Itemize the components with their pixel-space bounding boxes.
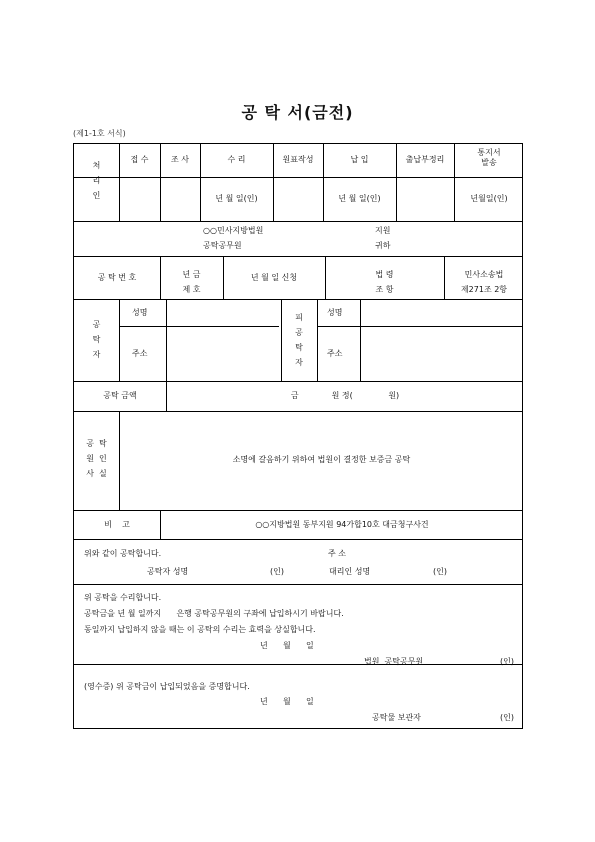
- amount-value: 금 원 정( 원): [290, 391, 400, 400]
- acceptance-line-1: 위 공탁을 수리합니다.: [84, 593, 162, 602]
- depositee-label: 피 공 탁 자: [295, 313, 303, 367]
- receipt-seal: (인): [500, 713, 514, 722]
- depositee-address-label: 주소: [327, 349, 343, 358]
- processor-label: 처 리 인: [92, 161, 101, 200]
- receipt-date-line: 년 월 일: [260, 697, 314, 706]
- payment-date: 년 월 일(인): [338, 194, 381, 203]
- acceptance-line-2: 공탁금을 년 월 일까지 은행 공탁공무원의 구좌에 납입하시기 바랍니다.: [84, 609, 344, 618]
- depositor-label: 공 탁 자: [92, 320, 101, 359]
- depositor-seal: (인): [270, 567, 284, 576]
- cause-text: 소명에 갈음하기 위하여 법원이 결정한 보증금 공탁: [232, 455, 411, 464]
- law-value: 민사소송법 제271조 2항: [460, 270, 508, 294]
- form-number: (제1-1호 서식): [73, 129, 126, 138]
- acceptance-date-line: 년 월 일: [260, 641, 314, 650]
- declaration-address-label: 주 소: [328, 549, 346, 558]
- header-acceptance: 수 리: [227, 155, 246, 164]
- remarks-label: 비 고: [104, 520, 130, 529]
- receipt-line-1: (영수증) 위 공탁금이 납입되었음을 증명합니다.: [84, 682, 250, 691]
- header-cashbook: 출납부정리: [405, 155, 445, 164]
- agent-signature-label: 대리인 성명: [329, 567, 371, 576]
- court-name: ○○민사지방법원: [203, 226, 264, 235]
- depositee-name-label: 성명: [327, 308, 343, 317]
- agent-seal: (인): [433, 567, 447, 576]
- acceptance-line-3: 동일까지 납입하지 않을 때는 이 공탁의 수리는 효력을 상실합니다.: [84, 625, 316, 634]
- remarks-text: ○○지방법원 동부지원 94가합10호 대금청구사건: [255, 520, 429, 529]
- amount-label: 공탁 금액: [103, 391, 137, 400]
- acceptance-official: 법원 공탁공무원: [364, 657, 424, 666]
- law-label: 법 령 조 항: [375, 270, 394, 294]
- depositor-name-label: 성명: [132, 308, 148, 317]
- depositor-address-label: 주소: [132, 349, 148, 358]
- deposit-form: [73, 143, 523, 729]
- custodian-label: 공탁물 보관자: [372, 713, 421, 722]
- cause-label: 공 탁 원 인 사 실: [86, 439, 107, 478]
- acceptance-seal: (인): [500, 657, 514, 666]
- header-receipt: 접 수: [130, 155, 149, 164]
- deposit-number-label: 공 탁 번 호: [97, 273, 137, 282]
- notice-date: 년월일(인): [470, 194, 508, 203]
- header-ledger: 원표작성: [282, 155, 314, 164]
- header-payment: 납 입: [350, 155, 369, 164]
- depositor-signature-label: 공탁자 성명: [147, 567, 189, 576]
- addressee-label: 귀하: [375, 241, 391, 250]
- acceptance-date: 년 월 일(인): [215, 194, 258, 203]
- declaration-text: 위와 같이 공탁합니다.: [84, 549, 162, 558]
- official-label: 공탁공무원: [203, 241, 242, 250]
- branch-label: 지원: [375, 226, 391, 235]
- header-review: 조 사: [171, 155, 189, 164]
- header-notice: 통지서 발송: [477, 148, 501, 167]
- application-date: 년 월 일 신청: [250, 273, 298, 282]
- document-title: 공 탁 서(금전): [241, 103, 354, 122]
- deposit-year-label: 년 금 제 호: [182, 270, 201, 294]
